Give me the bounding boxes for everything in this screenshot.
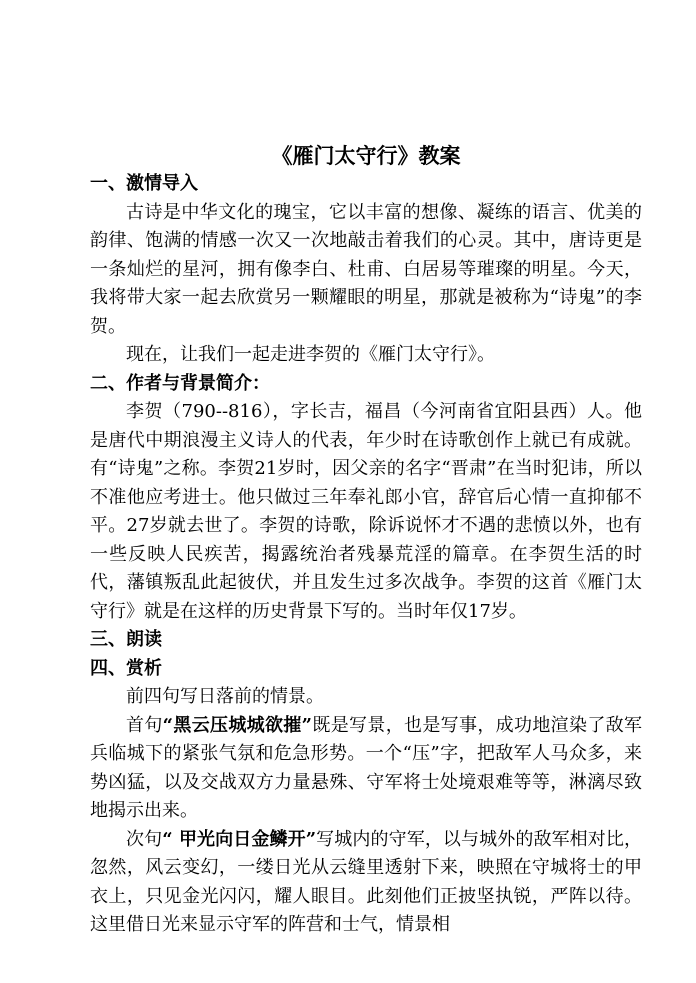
document-page xyxy=(90,140,642,940)
text-segment: 首句 xyxy=(126,714,163,736)
section-heading-appreciation: 四、赏析 xyxy=(90,657,162,679)
paragraph-line-one xyxy=(90,712,642,826)
section-heading-reading: 三、朗读 xyxy=(90,629,162,650)
paragraph: 古诗是中华文化的瑰宝，它以丰富的想像、凝练的语言、优美的韵律、饱满的情感一次又一次地敲击着我们的心灵。其中，唐诗更是一条灿烂的星河，拥有像李白、杜甫、白居易等璀璨的明星。今天，我将带大家一起去欣赏另一颗耀眼的明星，那就是被称为“诗鬼”的李贺。 xyxy=(90,201,642,337)
section-heading-intro: 一、激情导入 xyxy=(90,173,198,194)
paragraph: 李贺（790--816），字长吉，福昌（今河南省宜阳县西）人。他是唐代中期浪漫主义诗人的代表，年少时在诗歌创作上就已有成就。有“诗鬼”之称。李贺21岁时，因父亲的名字“晋肃”在当时犯讳，所以不准他应考进士。他只做过三年奉礼郎小官，辞官后心情一直抑郁不平。27岁就去世了。李贺的诗歌，除诉说怀才不遇的悲愤以外，也有一些反映人民疾苦，揭露统治者残暴荒淫的篇章。在李贺生活的时代，藩镇叛乱此起彼伏，并且发生过多次战争。李贺的这首《雁门太守行》就是在这样的历史背景下写的。当时年仅17岁。 xyxy=(90,401,642,622)
paragraph: 前四句写日落前的情景。 xyxy=(126,686,324,707)
paragraph-line-two xyxy=(90,826,642,940)
quoted-verse: “ 甲光向日金鳞开” xyxy=(162,828,317,850)
quoted-verse: “黑云压城城欲摧” xyxy=(162,714,313,736)
section-heading-author: 二、作者与背景简介： xyxy=(90,372,270,394)
text-segment: 既是写景，也是写事，成功地渲染了敌军兵临城下的紧张气氛和危急形势。一个“压”字，把敌军人马众多，来势凶猛，以及交战双方力量悬殊、守军将士处境艰难等等，淋漓尽致地揭示出来。 xyxy=(90,714,642,821)
text-segment: 次句 xyxy=(126,828,163,850)
paragraph: 现在，让我们一起走进李贺的《雁门太守行》。 xyxy=(126,344,495,365)
document-title: 《雁门太守行》教案 xyxy=(271,143,461,168)
text-segment: 写城内的守军，以与城外的敌军相对比，忽然，风云变幻，一缕日光从云缝里透射下来，映照在守城将士的甲衣上，只见金光闪闪，耀人眼目。此刻他们正披坚执锐，严阵以待。这里借日光来显示守军的阵营和士气，情景相 xyxy=(90,828,642,935)
